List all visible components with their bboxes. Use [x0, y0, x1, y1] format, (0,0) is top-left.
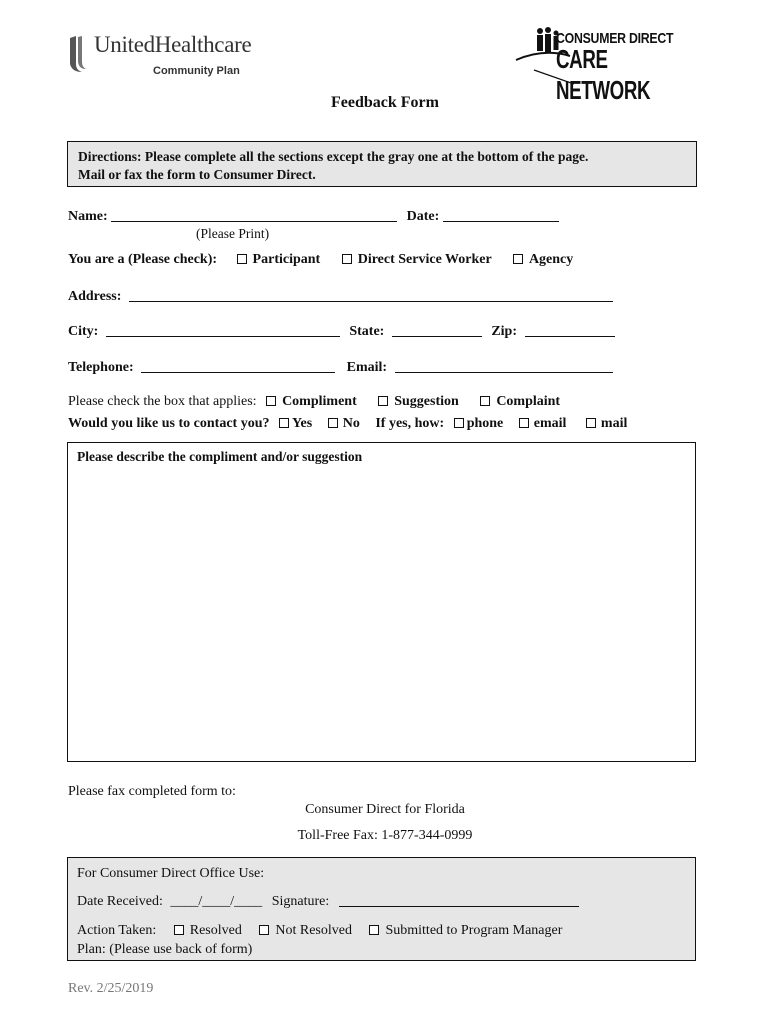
zip-label: Zip: — [491, 324, 518, 339]
not-resolved-option[interactable] — [259, 923, 352, 938]
resolved-option[interactable] — [174, 923, 242, 938]
date-field[interactable] — [443, 208, 559, 222]
signature-field[interactable] — [339, 893, 579, 907]
how-mail-label: mail — [600, 416, 628, 431]
uhc-subtitle: Community Plan — [153, 65, 240, 77]
how-mail-option[interactable] — [586, 416, 627, 431]
resolved-label: Resolved — [189, 923, 242, 938]
cdcn-top-text: CONSUMER DIRECT — [556, 30, 674, 47]
revision-date: Rev. 2/25/2019 — [68, 981, 154, 996]
suggestion-label: Suggestion — [394, 394, 459, 409]
how-phone-checkbox[interactable] — [454, 418, 464, 428]
contact-yes-option[interactable] — [279, 416, 312, 431]
name-label: Name: — [68, 209, 108, 224]
name-field[interactable] — [111, 208, 397, 222]
cdcn-bottom-text: CARE NETWORK — [556, 44, 651, 105]
action-taken-row — [77, 923, 562, 939]
fax-label: Please fax completed form to: — [68, 784, 236, 799]
signature-label: Signature: — [271, 894, 330, 909]
contact-no-checkbox[interactable] — [328, 418, 338, 428]
uhc-shield-icon — [68, 34, 90, 74]
fax-organization: Consumer Direct for Florida — [305, 802, 465, 817]
submitted-checkbox[interactable] — [369, 925, 379, 935]
office-use-box — [67, 857, 696, 961]
office-heading: For Consumer Direct Office Use: — [77, 866, 265, 881]
compliment-option[interactable] — [266, 394, 357, 409]
date-received-row — [77, 893, 579, 910]
unitedhealthcare-logo — [68, 30, 258, 82]
how-email-option[interactable] — [519, 416, 567, 431]
state-field[interactable] — [392, 323, 482, 337]
suggestion-option[interactable] — [378, 394, 459, 409]
address-row — [68, 288, 613, 305]
not-resolved-checkbox[interactable] — [259, 925, 269, 935]
agency-label: Agency — [528, 252, 574, 267]
compliment-checkbox[interactable] — [266, 396, 276, 406]
address-label: Address: — [68, 289, 122, 304]
address-field[interactable] — [129, 288, 613, 302]
city-label: City: — [68, 324, 99, 339]
contact-row — [68, 416, 627, 432]
direct-service-worker-checkbox[interactable] — [342, 254, 352, 264]
participant-checkbox[interactable] — [237, 254, 247, 264]
how-phone-option[interactable] — [454, 416, 504, 431]
direct-service-worker-label: Direct Service Worker — [357, 252, 492, 267]
you-are-label: You are a (Please check): — [68, 252, 218, 267]
suggestion-checkbox[interactable] — [378, 396, 388, 406]
applies-label: Please check the box that applies: — [68, 394, 257, 409]
email-field[interactable] — [395, 359, 613, 373]
date-received-field[interactable]: ____/____/____ — [170, 894, 263, 909]
how-phone-label: phone — [466, 416, 504, 431]
state-label: State: — [349, 324, 385, 339]
direct-service-worker-option[interactable] — [342, 252, 492, 267]
action-taken-label: Action Taken: — [77, 923, 157, 938]
city-field[interactable] — [106, 323, 340, 337]
please-print-hint: (Please Print) — [196, 226, 270, 241]
complaint-label: Complaint — [496, 394, 561, 409]
zip-field[interactable] — [525, 323, 615, 337]
name-row — [68, 208, 559, 225]
telephone-label: Telephone: — [68, 360, 134, 375]
not-resolved-label: Not Resolved — [275, 923, 352, 938]
agency-option[interactable] — [513, 252, 573, 267]
form-title: Feedback Form — [331, 94, 439, 111]
compliment-label: Compliment — [282, 394, 357, 409]
describe-textarea[interactable] — [67, 442, 696, 762]
plan-line: Plan: (Please use back of form) — [77, 942, 253, 957]
agency-checkbox[interactable] — [513, 254, 523, 264]
contact-no-label: No — [342, 416, 360, 431]
how-email-label: email — [533, 416, 567, 431]
submitted-option[interactable] — [369, 923, 562, 938]
telephone-field[interactable] — [141, 359, 335, 373]
how-mail-checkbox[interactable] — [586, 418, 596, 428]
contact-yes-checkbox[interactable] — [279, 418, 289, 428]
contact-no-option[interactable] — [328, 416, 360, 431]
email-label: Email: — [346, 360, 388, 375]
uhc-name: UnitedHealthcare — [94, 32, 252, 57]
directions-line-2: Mail or fax the form to Consumer Direct. — [78, 167, 316, 182]
resolved-checkbox[interactable] — [174, 925, 184, 935]
how-label: If yes, how: — [375, 416, 445, 431]
consumer-direct-care-network-logo — [514, 26, 704, 105]
contact-yes-label: Yes — [291, 416, 313, 431]
how-email-checkbox[interactable] — [519, 418, 529, 428]
telephone-email-row — [68, 359, 613, 376]
fax-number: Toll-Free Fax: 1-877-344-0999 — [297, 828, 473, 843]
applies-row — [68, 394, 560, 410]
describe-label: Please describe the compliment and/or suggestion — [77, 449, 363, 464]
date-received-label: Date Received: — [77, 894, 163, 909]
complaint-checkbox[interactable] — [480, 396, 490, 406]
contact-label: Would you like us to contact you? — [68, 416, 270, 431]
city-state-zip-row — [68, 323, 615, 340]
submitted-label: Submitted to Program Manager — [385, 923, 563, 938]
date-label: Date: — [406, 209, 440, 224]
participant-label: Participant — [252, 252, 321, 267]
directions-box — [67, 141, 697, 187]
you-are-row — [68, 252, 573, 268]
complaint-option[interactable] — [480, 394, 560, 409]
directions-line-1: Directions: Please complete all the sections except the gray one at the bottom of the page. — [78, 149, 589, 164]
participant-option[interactable] — [237, 252, 321, 267]
